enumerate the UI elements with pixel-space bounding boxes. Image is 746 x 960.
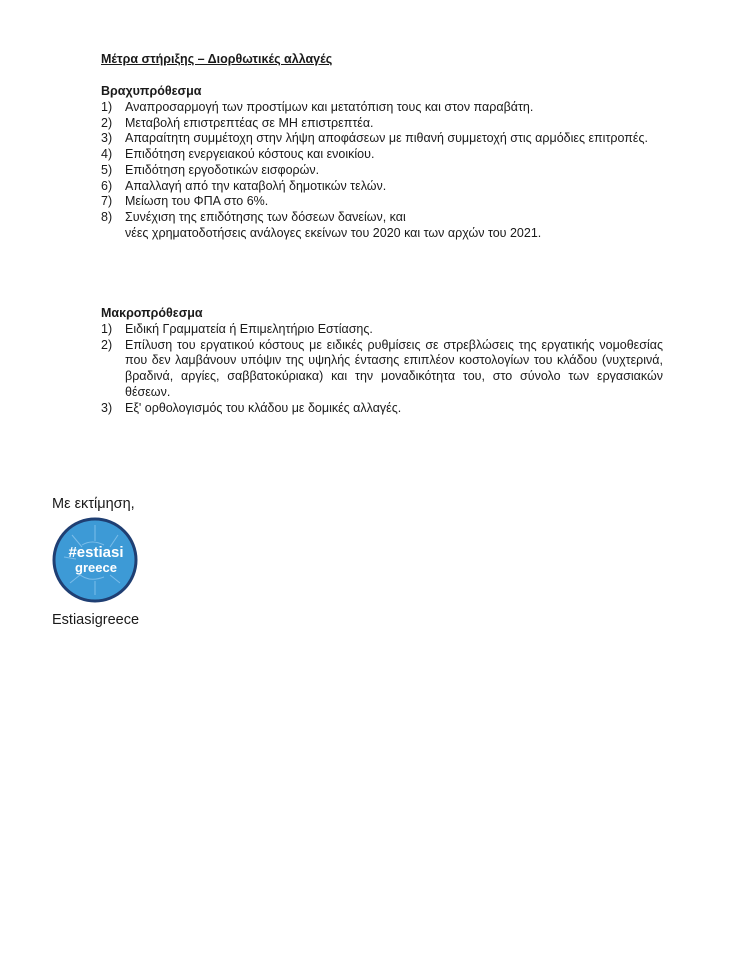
list-item: 3) Απαραίτητη συμμέτοχη στην λήψη αποφάσεων με πιθανή συμμετοχή στις αρμόδιες επιτροπές. [101, 131, 648, 146]
list-item: 3) Εξ' ορθολογισμός του κλάδου με δομικές αλλαγές. [101, 400, 402, 415]
logo-text-line1: #estiasi [68, 544, 124, 561]
list-item: 2) Μεταβολή επιστρεπτέας σε ΜΗ επιστρεπτέα. [101, 115, 374, 130]
list-item: 7) Μείωση του ΦΠΑ στο 6%. [101, 194, 269, 209]
list-item: 2) Επίλυση του εργατικού κόστους με ειδικές ρυθμίσεις σε στρεβλώσεις της εργατικής νομοθεσίας που δεν λαμβάνουν υπόψιν της υψηλής έντασης επιπλέον κοστολογίων του κλάδου (νυχτερινά, βραδινά, αργίες, σαββατοκύριακα) και την μοναδικότητα του, στο σύνολο των εργασιακών θέσεων. [101, 337, 663, 399]
list-item: 1) Αναπροσαρμογή των προστίμων και μετατόπιση τους και στον παραβάτη. [101, 100, 534, 114]
long-term-list [101, 322, 663, 416]
long-term-heading: Μακροπρόθεσμα [101, 306, 203, 320]
short-term-heading: Βραχυπρόθεσμα [101, 84, 202, 98]
short-term-list [101, 100, 663, 241]
estiasi-greece-logo-icon [52, 517, 138, 603]
list-item: 6) Απαλλαγή από την καταβολή δημοτικών τελών. [101, 178, 387, 193]
document-title: Μέτρα στήριξης – Διορθωτικές αλλαγές [101, 52, 333, 66]
list-item: 8) Συνέχιση της επιδότησης των δόσεων δανείων, και νέες χρηματοδοτήσεις ανάλογες εκείνων του 2020 και των αρχών του 2021. [101, 209, 542, 240]
list-item: 4) Επιδότηση ενεργειακού κόστους και ενοικίου. [101, 147, 375, 162]
signature-name: Estiasigreece [52, 612, 140, 628]
logo-text-line2: greece [75, 560, 117, 575]
list-item: 5) Επιδότηση εργοδοτικών εισφορών. [101, 162, 320, 177]
closing-salutation: Με εκτίμηση, [52, 496, 135, 512]
list-item: 1) Ειδική Γραμματεία ή Επιμελητήριο Εστίασης. [101, 322, 373, 336]
